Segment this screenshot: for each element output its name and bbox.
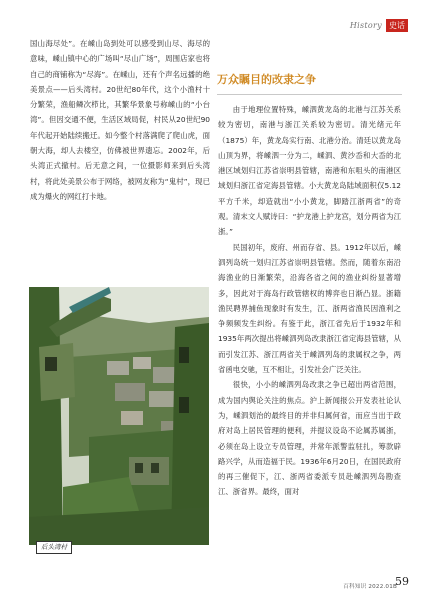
left-paragraph: 国山海尽处”。在嵊山岛到处可以感受到山尽、海尽的意味，嵊山镇中心的广场叫“尽山广场”，周围店家也将自己的商铺称为“尽海”。在嵊山，还有个声名远播的绝美景点——后头湾村。20世纪80年代，这个小渔村十分繁荣，渔船鳞次栉比，其繁华景象号称嵊山的“小台湾”。但因交通不便，生活区域局促，村民从20世纪90年代起开始陆续搬迁。如今整个村落满爬了爬山虎，面朝大海，却人去楼空，仿佛被世界遗忘。2002年，后头湾正式撤村。后无意之间，一位摄影师来到后头湾村，将此处美景公布于网络，被网友称为“鬼村”，现已成为爆火的网红打卡地。 [30, 39, 210, 201]
right-text-column [218, 102, 401, 500]
village-photo [29, 287, 209, 545]
section-title: 万众瞩目的改隶之争 [217, 73, 316, 86]
section-badge: 史话 [386, 19, 408, 32]
section-label-en: History [349, 21, 382, 30]
magazine-issue: 百科知识 2022.01B [343, 584, 397, 590]
right-paragraph-2: 民国初年，废府、州而存省、县。1912年以后，嵊泗列岛统一划归江苏省崇明县管辖。然而，随着东南沿海渔业的日渐繁荣，沿海各省之间的渔业纠纷显著增多，因此对于海岛行政管辖权的博弈也日渐凸显。浙籍渔民聘界捕鱼现象时有发生，江、浙两省渔民因渔利之争频频发生纠纷。有鉴于此，浙江省先后于1932年和1935年两次提出将嵊泗列岛改隶浙江省定海县管辖，从而引发江苏、浙江两省关于嵊泗列岛的隶属权之争，两省函电交驰，互不相让，引发社会广泛关注。 [218, 242, 401, 375]
right-paragraph-3: 很快，小小的嵊泗列岛改隶之争已超出两省范围，成为国内舆论关注的焦点。沪上新闻报公开发表社论认为，嵊泗划治的最终目的并非归属何省，而应当出于政府对岛上居民管理的便利，并提议设岛不论属苏属浙，必须在岛上设立专员管理，并常年派警监驻扎，筹款辟路兴学，从而造福于民。1936年6月20日，在国民政府的再三催促下，江、浙两省委派专员赴嵊泗列岛勘查江、浙省界。最终，面对 [218, 380, 401, 497]
page-number: 59 [395, 575, 409, 588]
left-text-column [30, 36, 210, 204]
photo-caption: 后头湾村 [36, 541, 72, 554]
title-divider [217, 94, 402, 95]
right-paragraph-1: 由于地理位置特殊，嵊泗黄龙岛的北港与江苏关系较为密切，南港与浙江关系较为密切。清光绪元年（1875）年，黄龙岛实行南、北港分治。清廷以黄龙岛山顶为界，将嵊泗一分为二，嵊泗、黄沙岙和大岙的北港区域划归江苏省崇明县管辖，南港和东咀头的南港区域划归浙江省定海县管辖。小大黄龙岛陆域面积仅5.12平方千米，却造就出“小小黄龙，脚踏江浙两省”的奇观。清末文人赋诗曰：“护龙港上护龙宫，划分两省为江浙。” [218, 105, 401, 237]
